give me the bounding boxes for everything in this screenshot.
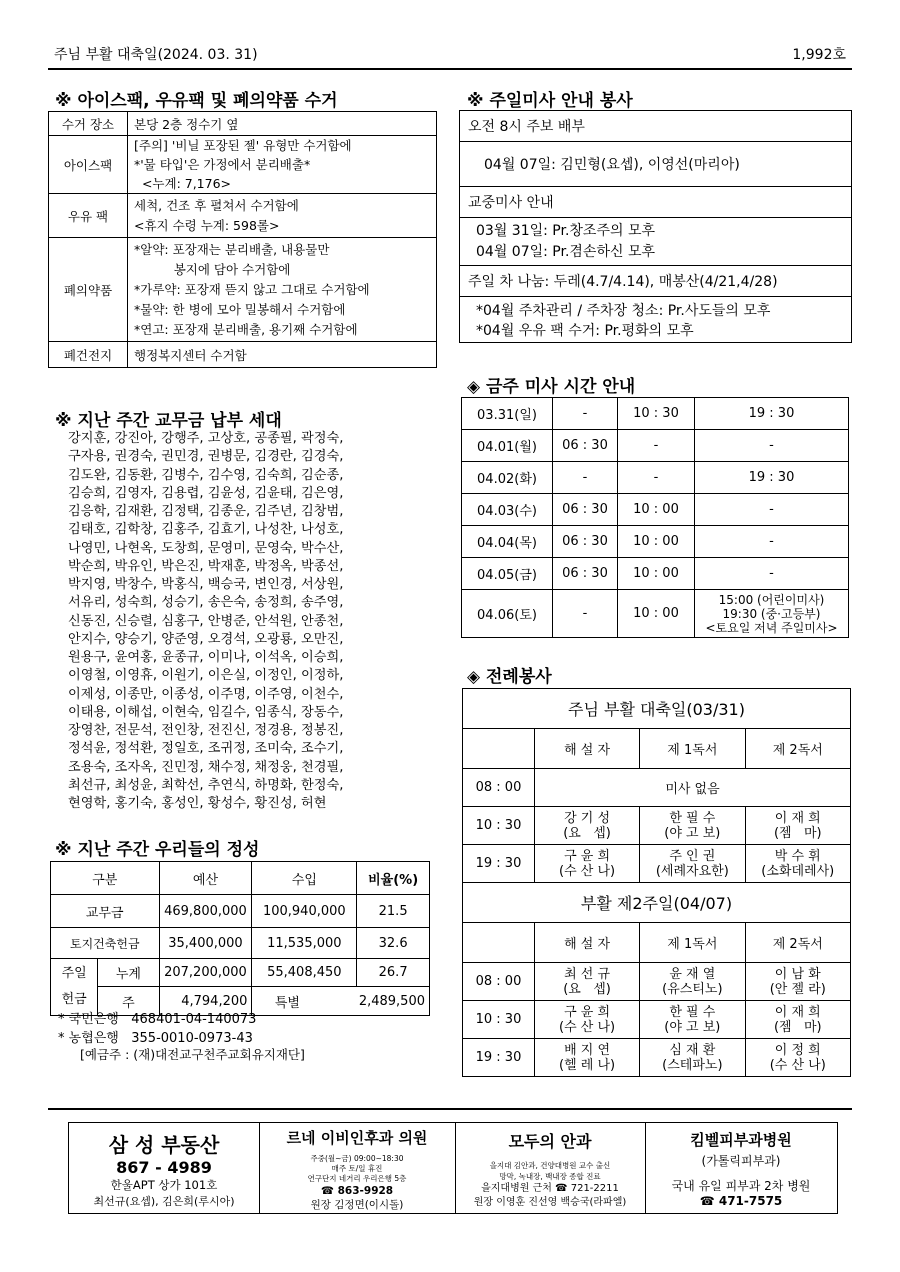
mass-row xyxy=(462,462,849,494)
household-line: 박순희, 박유인, 박은진, 박재훈, 박정옥, 박종선, xyxy=(68,558,344,574)
collection-label: 수거 장소 xyxy=(49,112,128,136)
collection-text: *'물 타입'은 가정에서 분리배출* xyxy=(134,157,311,172)
prayer-line: 04월 07일: Pr.겸손하신 모후 xyxy=(476,244,656,260)
household-line: 원용구, 윤여홍, 윤종규, 이미나, 이석옥, 이승희, xyxy=(68,650,344,665)
offering-income: 55,408,450 xyxy=(252,959,357,987)
offering-special: 2,489,500 xyxy=(358,993,425,1009)
liturgy-reader1: 윤 재 열 (유스티노) xyxy=(640,963,745,1001)
mass-time-late: - xyxy=(695,430,849,462)
mass-times-table xyxy=(461,397,849,638)
tea-sharing: 주일 차 나눔: 두레(4.7/4.14), 매봉산(4/21,4/28) xyxy=(468,274,778,290)
offering-table xyxy=(50,861,430,1016)
collection-label: 폐의약품 xyxy=(49,238,128,342)
household-line: 박지영, 박창수, 박홍식, 백승국, 변인경, 서상원, xyxy=(68,577,344,592)
ad-phone: 867 - 4989 xyxy=(116,1158,212,1177)
household-line: 정석윤, 정석환, 정일호, 조귀정, 조미숙, 조수기, xyxy=(68,741,344,757)
mass-time-late: - xyxy=(695,558,849,590)
mass-time-mid: - xyxy=(618,430,695,462)
mass-time-late: - xyxy=(695,494,849,526)
ad-line: 원장 이영훈 진선영 백승국(라파엘) xyxy=(473,1197,627,1208)
ad-line: 원장 김정면(이시돌) xyxy=(310,1199,404,1211)
mass-date: 04.03(수) xyxy=(462,494,553,526)
offering-label: 토지건축헌금 xyxy=(51,928,160,959)
liturgy-row xyxy=(463,769,851,807)
prayer-line: 03월 31일: Pr.창조주의 모후 xyxy=(476,223,656,239)
offering-title: ※ 지난 주간 우리들의 정성 xyxy=(55,840,260,860)
mass-time-mid: 10 : 00 xyxy=(618,558,695,590)
collection-title: ※ 아이스팩, 우유팩 및 폐의약품 수거 xyxy=(55,91,338,111)
liturgy-table xyxy=(462,688,851,1077)
liturgy-reader2: 박 수 휘 (소화데레사) xyxy=(745,845,850,883)
liturgy-time: 08 : 00 xyxy=(463,769,535,807)
offering-header: 비율(%) xyxy=(357,862,430,895)
household-line: 서유리, 성숙희, 성승기, 송은숙, 송정희, 송주영, xyxy=(68,595,344,611)
depositor: [예금주 : (재)대전교구천주교회유지재단] xyxy=(80,1047,305,1062)
offering-label: 누계 xyxy=(98,959,159,987)
offering-ratio: 26.7 xyxy=(357,959,430,987)
liturgy-header-row xyxy=(463,923,851,963)
collection-text: *가루약: 포장재 뜯지 않고 그대로 수거함에 xyxy=(134,281,370,297)
ad-phone: ☎ 471-7575 xyxy=(699,1194,783,1208)
page-title: 주님 부활 대축일(2024. 03. 31) xyxy=(54,47,258,63)
offering-income: 100,940,000 xyxy=(252,895,357,928)
mass-time-early: 06 : 30 xyxy=(553,558,618,590)
mass-date: 04.06(토) xyxy=(462,590,553,638)
ads-bar xyxy=(68,1122,838,1214)
ad-name: 모두의 안과 xyxy=(508,1132,592,1151)
household-line: 장영찬, 전문석, 전인창, 전진신, 정경용, 정봉진, xyxy=(68,723,344,738)
collection-label: 우유 팩 xyxy=(49,194,128,238)
liturgy-header-blank xyxy=(463,923,535,963)
liturgy-row xyxy=(463,1039,851,1077)
offering-label: 주 xyxy=(98,987,159,1016)
mass-date: 03.31(일) xyxy=(462,398,553,430)
mass-times-title: ◈ 금주 미사 시간 안내 xyxy=(467,377,636,397)
mass-time-mid: 10 : 00 xyxy=(618,526,695,558)
offering-ratio: 21.5 xyxy=(357,895,430,928)
footer-rule xyxy=(48,1108,852,1110)
liturgy-header-blank xyxy=(463,729,535,769)
mass-time-mid: 10 : 00 xyxy=(618,494,695,526)
ad-phone: ☎ 863-9928 xyxy=(320,1185,394,1197)
household-line: 나영민, 나현옥, 도창희, 문영미, 문영숙, 박수산, xyxy=(68,540,344,556)
offering-special-label: 특별 xyxy=(274,995,300,1011)
bulletin-line: 04월 07일: 김민형(요셉), 이영선(마리아) xyxy=(484,157,740,173)
liturgy-reader2: 이 정 희 (수 산 나) xyxy=(745,1039,850,1077)
mass-time-early: 06 : 30 xyxy=(553,494,618,526)
liturgy-header: 해 설 자 xyxy=(535,923,640,963)
liturgy-row xyxy=(463,845,851,883)
prayer-head: 교중미사 안내 xyxy=(468,195,554,211)
liturgy-time: 19 : 30 xyxy=(463,1039,535,1077)
liturgy-header: 제 1독서 xyxy=(640,923,745,963)
offering-budget: 4,794,200 xyxy=(159,987,252,1016)
service-note: *04월 주차관리 / 주차장 청소: Pr.사도들의 모후 xyxy=(476,303,771,319)
page-header xyxy=(54,44,846,66)
collection-text: <누계: 7,176> xyxy=(134,176,232,191)
collection-text: 세척, 건조 후 펼쳐서 수거함에 xyxy=(134,197,299,213)
liturgy-commentator: 구 윤 희 (수 산 나) xyxy=(535,1001,640,1039)
collection-table xyxy=(48,111,437,368)
ad-line: 주중(월~금) 09:00~18:30 xyxy=(310,1154,404,1163)
liturgy-header: 제 2독서 xyxy=(745,729,850,769)
collection-text: 본당 2층 정수기 옆 xyxy=(128,112,437,136)
households-title: ※ 지난 주간 교무금 납부 세대 xyxy=(55,411,282,431)
bulletin-head: 오전 8시 주보 배부 xyxy=(468,119,585,135)
ad-eye-clinic xyxy=(455,1123,646,1213)
liturgy-row xyxy=(463,963,851,1001)
household-line: 강지훈, 강진아, 강행주, 고상호, 공종필, 곽정숙, xyxy=(68,431,344,446)
collection-text: *연고: 포장재 분리배출, 용기째 수거함에 xyxy=(134,321,358,337)
ad-line: 한울APT 상가 101호 xyxy=(110,1178,218,1192)
liturgy-week-title: 주님 부활 대축일(03/31) xyxy=(463,689,851,729)
household-line: 신동진, 신승렬, 심홍구, 안병준, 안석원, 안종천, xyxy=(68,613,344,629)
mass-time-mid: 10 : 00 xyxy=(618,590,695,638)
liturgy-reader1: 한 필 수 (야 고 보) xyxy=(640,807,745,845)
offering-label: 교무금 xyxy=(51,895,160,928)
liturgy-header-row xyxy=(463,729,851,769)
bank-account: * 농협은행 355-0010-0973-43 xyxy=(58,1031,253,1046)
mass-time-mid: 10 : 30 xyxy=(618,398,695,430)
mass-row xyxy=(462,558,849,590)
liturgy-reader2: 이 재 희 (젬 마) xyxy=(745,1001,850,1039)
household-line: 김태호, 김학창, 김홍주, 김효기, 나성찬, 나성호, xyxy=(68,522,344,538)
mass-row xyxy=(462,494,849,526)
mass-time-early: - xyxy=(553,590,618,638)
liturgy-title: ◈ 전례봉사 xyxy=(467,667,552,687)
household-line: 김승희, 김영자, 김용렵, 김윤성, 김윤태, 김은영, xyxy=(68,485,344,501)
household-line: 김응학, 김재환, 김정택, 김종운, 김주년, 김창범, xyxy=(68,504,344,519)
ad-name: 르네 이비인후과 의원 xyxy=(286,1129,428,1147)
ad-line: (가톨릭피부과) xyxy=(701,1154,781,1168)
ad-line: 최선규(요셉), 김은희(루시아) xyxy=(93,1195,235,1208)
offering-budget: 35,400,000 xyxy=(159,928,252,959)
mass-time-mid: - xyxy=(618,462,695,494)
mass-time-late: - xyxy=(695,526,849,558)
mass-date: 04.02(화) xyxy=(462,462,553,494)
collection-text: 행정복지센터 수거함 xyxy=(128,342,437,368)
mass-time-early: 06 : 30 xyxy=(553,430,618,462)
offering-header: 예산 xyxy=(159,862,252,895)
service-note: *04월 우유 팩 수거: Pr.평화의 모후 xyxy=(476,323,694,339)
liturgy-commentator: 배 지 연 (헬 레 나) xyxy=(535,1039,640,1077)
liturgy-week-row xyxy=(463,689,851,729)
mass-date: 04.04(목) xyxy=(462,526,553,558)
collection-text: 봉지에 담아 수거함에 xyxy=(134,261,291,277)
ad-phone: 을지대병원 근처 ☎ 721-2211 xyxy=(481,1183,619,1194)
mass-row xyxy=(462,590,849,638)
liturgy-reader2: 이 남 화 (안 젤 라) xyxy=(745,963,850,1001)
offering-header: 수입 xyxy=(252,862,357,895)
liturgy-week-row xyxy=(463,883,851,923)
households-list xyxy=(68,430,440,813)
header-rule xyxy=(48,68,852,70)
household-line: 이제성, 이종만, 이종성, 이주명, 이주영, 이천수, xyxy=(68,686,344,702)
mass-time-early: - xyxy=(553,462,618,494)
collection-label: 폐건전지 xyxy=(49,342,128,368)
household-line: 이태용, 이해섭, 이현숙, 임길수, 임종식, 장동수, xyxy=(68,704,344,720)
liturgy-time: 10 : 30 xyxy=(463,807,535,845)
mass-time-late: 19 : 30 xyxy=(695,462,849,494)
household-line: 김도완, 김동환, 김병수, 김수영, 김숙희, 김순종, xyxy=(68,467,344,483)
mass-time-early: - xyxy=(553,398,618,430)
liturgy-reader1: 한 필 수 (야 고 보) xyxy=(640,1001,745,1039)
offering-income: 11,535,000 xyxy=(252,928,357,959)
ad-line: 연구단지 네거리 우리은행 5층 xyxy=(307,1174,407,1183)
collection-text: *알약: 포장재는 분리배출, 내용물만 xyxy=(134,241,330,257)
liturgy-commentator: 구 윤 희 (수 산 나) xyxy=(535,845,640,883)
mass-date: 04.05(금) xyxy=(462,558,553,590)
ad-name: 삼 성 부동산 xyxy=(108,1133,220,1157)
liturgy-time: 19 : 30 xyxy=(463,845,535,883)
liturgy-reader2: 이 재 희 (젬 마) xyxy=(745,807,850,845)
liturgy-commentator: 최 선 규 (요 셉) xyxy=(535,963,640,1001)
ad-line: 을지대 김안과, 건양대병원 교수 출신 xyxy=(489,1161,611,1170)
ad-line: 매주 토/일 휴진 xyxy=(331,1164,383,1173)
collection-text: [주의] '비닐 포장된 젤' 유형만 수거함에 xyxy=(134,138,352,153)
mass-date: 04.01(월) xyxy=(462,430,553,462)
offering-budget: 469,800,000 xyxy=(159,895,252,928)
liturgy-reader1: 주 인 권 (세례자요한) xyxy=(640,845,745,883)
liturgy-commentator: 강 기 성 (요 셉) xyxy=(535,807,640,845)
mass-time-early: 06 : 30 xyxy=(553,526,618,558)
offering-budget: 207,200,000 xyxy=(159,959,252,987)
household-line: 안지수, 양승기, 양준영, 오경석, 오광룡, 오만진, xyxy=(68,631,344,647)
mass-row xyxy=(462,526,849,558)
household-line: 이영철, 이영휴, 이원기, 이은실, 이정인, 이정하, xyxy=(68,668,344,684)
offering-header: 구분 xyxy=(51,862,160,895)
service-title: ※ 주일미사 안내 봉사 xyxy=(467,91,633,111)
ad-line: 망막, 녹내장, 백내장 종합 진료 xyxy=(499,1172,601,1181)
liturgy-header: 제 2독서 xyxy=(745,923,850,963)
ad-derm-clinic xyxy=(645,1123,837,1213)
household-line: 조용숙, 조자옥, 진민정, 채수정, 채정웅, 천경필, xyxy=(68,759,344,775)
collection-label: 아이스팩 xyxy=(49,136,128,194)
collection-text: <휴지 수령 누계: 598롤> xyxy=(134,217,280,233)
offering-group-label: 주일 헌금 xyxy=(51,959,98,1016)
ad-line: 국내 유일 피부과 2차 병원 xyxy=(671,1179,811,1193)
liturgy-header: 제 1독서 xyxy=(640,729,745,769)
service-box xyxy=(459,110,852,343)
liturgy-merged: 미사 없음 xyxy=(535,769,851,807)
liturgy-header: 해 설 자 xyxy=(535,729,640,769)
liturgy-time: 10 : 30 xyxy=(463,1001,535,1039)
mass-time-late: 19 : 30 xyxy=(695,398,849,430)
ad-ent-clinic xyxy=(259,1123,456,1213)
collection-text: *물약: 한 병에 모아 밀봉해서 수거함에 xyxy=(134,301,346,317)
bank-account: * 국민은행 468401-04-140073 xyxy=(58,1012,257,1027)
liturgy-week-title: 부활 제2주일(04/07) xyxy=(463,883,851,923)
liturgy-time: 08 : 00 xyxy=(463,963,535,1001)
ad-name: 킴벨피부과병원 xyxy=(690,1131,792,1149)
ad-realestate xyxy=(69,1123,260,1213)
liturgy-row xyxy=(463,1001,851,1039)
mass-row xyxy=(462,398,849,430)
household-line: 구자용, 권경숙, 권민경, 권병문, 김경란, 김경숙, xyxy=(68,449,344,465)
mass-time-late: 15:00 (어린이미사) 19:30 (중·고등부) <토요일 저녁 주일미사> xyxy=(695,590,849,638)
household-line: 최선규, 최성윤, 최학선, 추연식, 하명화, 한정숙, xyxy=(68,777,344,793)
household-line: 현영학, 홍기숙, 홍성인, 황성수, 황진성, 허현 xyxy=(68,796,327,811)
liturgy-reader1: 심 재 환 (스테파노) xyxy=(640,1039,745,1077)
mass-row xyxy=(462,430,849,462)
issue-number: 1,992호 xyxy=(792,47,846,63)
offering-ratio: 32.6 xyxy=(357,928,430,959)
liturgy-row xyxy=(463,807,851,845)
